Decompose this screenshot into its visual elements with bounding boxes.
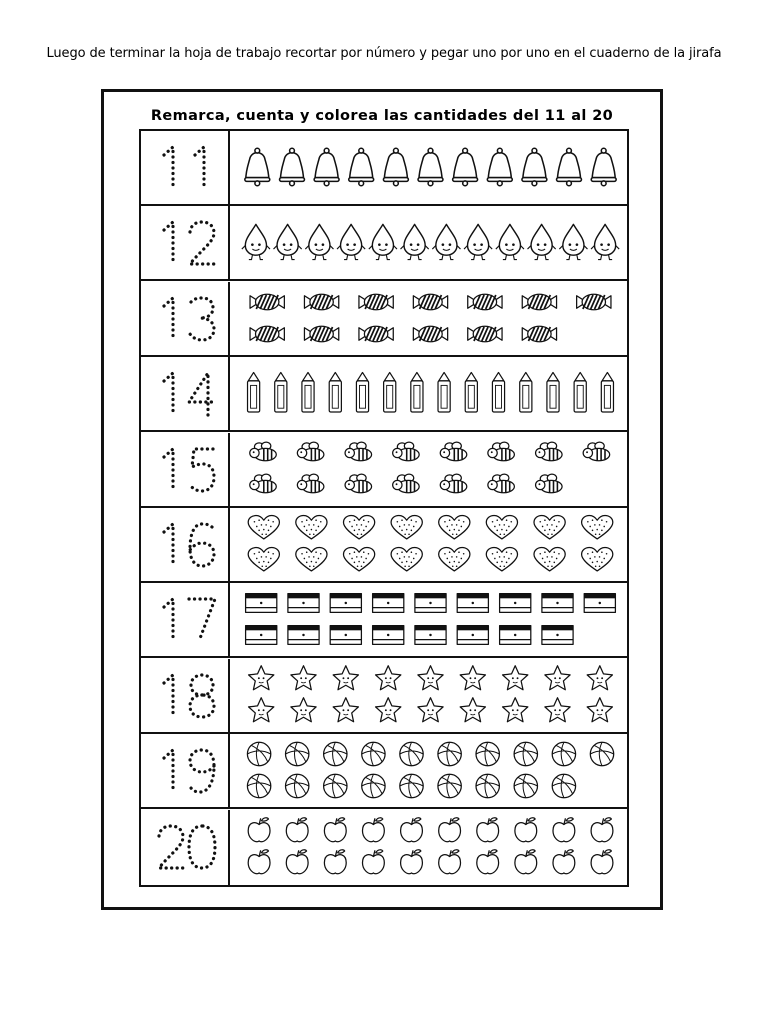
heart-icon[interactable] xyxy=(582,548,613,571)
water-drop-icon[interactable] xyxy=(369,225,397,260)
crayon-icon[interactable] xyxy=(547,373,559,413)
bell-icon[interactable] xyxy=(349,148,374,185)
digit-1 xyxy=(164,750,173,792)
bell-icon[interactable] xyxy=(522,148,547,185)
number-label: 17 xyxy=(141,583,143,585)
bell-icon[interactable] xyxy=(591,148,616,185)
crayon-icon[interactable] xyxy=(248,373,260,413)
picture-cell-water-drop xyxy=(230,206,627,279)
ball-icon[interactable] xyxy=(552,742,575,765)
drawer-icon[interactable] xyxy=(415,594,446,613)
apple-icon[interactable] xyxy=(362,849,384,873)
table-row xyxy=(141,508,627,583)
picture-cell-bee xyxy=(230,433,627,506)
dotted-number-16 xyxy=(141,508,228,581)
digit-1 xyxy=(164,298,173,340)
crayon-icon[interactable] xyxy=(465,373,477,413)
apple-icon[interactable] xyxy=(401,849,423,873)
apple-icon[interactable] xyxy=(324,849,346,873)
crayon-icon[interactable] xyxy=(356,373,368,413)
digit-8 xyxy=(190,675,214,717)
bell-icon[interactable] xyxy=(280,148,305,185)
bell-icon[interactable] xyxy=(418,148,443,185)
bee-icon[interactable] xyxy=(488,474,515,493)
candy-icon[interactable] xyxy=(522,294,556,310)
drawer-icon[interactable] xyxy=(330,594,361,613)
star-icon[interactable] xyxy=(503,698,528,722)
drawer-icon[interactable] xyxy=(584,594,615,613)
digit-4 xyxy=(189,373,216,415)
traceable-number[interactable] xyxy=(141,810,230,885)
bell-icon[interactable] xyxy=(245,148,270,185)
digit-1 xyxy=(164,524,173,566)
heart-icon[interactable] xyxy=(534,548,565,571)
traceable-number[interactable] xyxy=(141,508,230,581)
drawer-icon[interactable] xyxy=(246,626,277,645)
heart-icon[interactable] xyxy=(582,516,613,539)
digit-1 xyxy=(164,373,173,415)
number-label: 12 xyxy=(141,206,143,208)
bee-icon[interactable] xyxy=(297,442,324,461)
apple-icon[interactable] xyxy=(477,817,499,841)
dotted-number-18 xyxy=(141,659,228,732)
counting-table xyxy=(139,129,629,887)
ball-icon[interactable] xyxy=(590,742,613,765)
water-drop-icon[interactable] xyxy=(274,225,302,260)
drawer-icon[interactable] xyxy=(288,626,319,645)
apple-icon[interactable] xyxy=(515,817,537,841)
water-drop-icon[interactable] xyxy=(464,225,492,260)
water-drop-icon[interactable] xyxy=(528,225,556,260)
picture-cell-apple xyxy=(230,810,627,885)
dotted-number-14 xyxy=(141,357,228,430)
ball-icon[interactable] xyxy=(286,742,309,765)
heart-icon[interactable] xyxy=(344,548,375,571)
bee-icon[interactable] xyxy=(536,442,563,461)
water-drop-icon[interactable] xyxy=(432,225,460,260)
dotted-number-19 xyxy=(141,734,228,807)
star-icon[interactable] xyxy=(333,698,358,722)
heart-icon[interactable] xyxy=(248,516,279,539)
water-drop-icon[interactable] xyxy=(242,225,270,260)
apple-icon[interactable] xyxy=(553,849,575,873)
picture-cell-bell xyxy=(230,131,627,204)
star-icon[interactable] xyxy=(545,666,570,690)
number-label: 13 xyxy=(141,281,143,283)
ball-icon[interactable] xyxy=(286,774,309,797)
star-icon[interactable] xyxy=(587,698,612,722)
digit-7 xyxy=(189,599,215,641)
ball-icon[interactable] xyxy=(247,742,270,765)
star-icon[interactable] xyxy=(291,698,316,722)
candy-icon[interactable] xyxy=(577,294,611,310)
heart-icon[interactable] xyxy=(439,516,470,539)
star-icon[interactable] xyxy=(460,666,485,690)
ball-icon[interactable] xyxy=(514,742,537,765)
digit-9 xyxy=(190,750,214,792)
water-drop-icon[interactable] xyxy=(496,225,524,260)
apple-icon[interactable] xyxy=(553,817,575,841)
dotted-number-13 xyxy=(141,282,228,355)
heart-icon[interactable] xyxy=(296,516,327,539)
digit-3 xyxy=(190,298,214,340)
number-label: 18 xyxy=(141,658,143,660)
digit-1 xyxy=(164,675,173,717)
ball-icon[interactable] xyxy=(324,742,347,765)
digit-1 xyxy=(164,222,173,264)
worksheet-title: Remarca, cuenta y colorea las cantidades del 11 al 20 xyxy=(150,108,614,124)
star-icon[interactable] xyxy=(418,698,443,722)
ball-icon[interactable] xyxy=(514,774,537,797)
crayon-icon[interactable] xyxy=(384,373,396,413)
heart-icon[interactable] xyxy=(391,516,422,539)
traceable-number[interactable] xyxy=(141,206,230,279)
heart-icon[interactable] xyxy=(248,548,279,571)
candy-icon[interactable] xyxy=(413,294,447,310)
digit-1 xyxy=(164,449,173,491)
picture-cell-star xyxy=(230,659,627,732)
bee-icon[interactable] xyxy=(583,442,610,461)
bee-icon[interactable] xyxy=(250,474,277,493)
bell-icon[interactable] xyxy=(487,148,512,185)
candy-icon[interactable] xyxy=(250,294,284,310)
table-row xyxy=(141,810,627,885)
apple-icon[interactable] xyxy=(477,849,499,873)
number-label: 15 xyxy=(141,432,143,434)
star-icon[interactable] xyxy=(545,698,570,722)
heart-icon[interactable] xyxy=(439,548,470,571)
bell-icon[interactable] xyxy=(314,148,339,185)
bell-icon[interactable] xyxy=(453,148,478,185)
bee-icon[interactable] xyxy=(393,474,420,493)
star-icon[interactable] xyxy=(418,666,443,690)
crayon-icon[interactable] xyxy=(411,373,423,413)
candy-icon[interactable] xyxy=(359,294,393,310)
star-icon[interactable] xyxy=(291,666,316,690)
digit-5 xyxy=(190,449,214,491)
star-icon[interactable] xyxy=(376,698,401,722)
bell-icon[interactable] xyxy=(557,148,582,185)
bee-icon[interactable] xyxy=(440,474,467,493)
digit-1 xyxy=(164,147,173,189)
star-icon[interactable] xyxy=(503,666,528,690)
apple-icon[interactable] xyxy=(248,849,270,873)
crayon-icon[interactable] xyxy=(520,373,532,413)
crayon-icon[interactable] xyxy=(438,373,450,413)
picture-cell-crayon xyxy=(230,357,627,430)
table-row xyxy=(141,659,627,734)
water-drop-icon[interactable] xyxy=(305,225,333,260)
water-drop-icon[interactable] xyxy=(337,225,365,260)
traceable-number[interactable] xyxy=(141,282,230,355)
ball-icon[interactable] xyxy=(476,742,499,765)
dotted-number-12 xyxy=(141,206,228,279)
apple-icon[interactable] xyxy=(515,849,537,873)
apple-icon[interactable] xyxy=(591,849,613,873)
candy-icon[interactable] xyxy=(304,294,338,310)
number-label: 14 xyxy=(141,357,143,359)
table-row xyxy=(141,433,627,508)
bell-icon[interactable] xyxy=(383,148,408,185)
heart-icon[interactable] xyxy=(486,516,517,539)
traceable-number[interactable] xyxy=(141,131,230,204)
table-row xyxy=(141,583,627,658)
number-label: 16 xyxy=(141,508,143,509)
crayon-icon[interactable] xyxy=(492,373,504,413)
drawer-icon[interactable] xyxy=(373,594,404,613)
digit-2 xyxy=(190,222,215,264)
bee-icon[interactable] xyxy=(393,442,420,461)
ball-icon[interactable] xyxy=(438,742,461,765)
drawer-icon[interactable] xyxy=(542,594,573,613)
candy-icon[interactable] xyxy=(359,326,393,342)
ball-icon[interactable] xyxy=(362,774,385,797)
heart-icon[interactable] xyxy=(344,516,375,539)
table-row xyxy=(141,282,627,357)
table-row xyxy=(141,357,627,432)
traceable-number[interactable] xyxy=(141,583,230,656)
star-icon[interactable] xyxy=(587,666,612,690)
traceable-number[interactable] xyxy=(141,357,230,430)
digit-2 xyxy=(159,826,184,868)
ball-icon[interactable] xyxy=(438,774,461,797)
digit-1 xyxy=(164,599,173,641)
dotted-number-15 xyxy=(141,433,228,506)
candy-icon[interactable] xyxy=(413,326,447,342)
picture-cell-ball xyxy=(230,734,627,807)
ball-icon[interactable] xyxy=(552,774,575,797)
instruction-text: Luego de terminar la hoja de trabajo recortar por número y pegar uno por uno en el cuaderno de la jirafa xyxy=(46,46,722,61)
apple-icon[interactable] xyxy=(286,817,308,841)
dotted-number-17 xyxy=(141,583,228,656)
drawer-icon[interactable] xyxy=(415,626,446,645)
digit-6 xyxy=(190,524,214,566)
candy-icon[interactable] xyxy=(522,326,556,342)
heart-icon[interactable] xyxy=(486,548,517,571)
apple-icon[interactable] xyxy=(401,817,423,841)
dotted-number-20 xyxy=(141,810,228,883)
number-label: 20 xyxy=(141,809,143,811)
star-icon[interactable] xyxy=(249,698,274,722)
heart-icon[interactable] xyxy=(534,516,565,539)
traceable-number[interactable] xyxy=(141,433,230,506)
water-drop-icon[interactable] xyxy=(401,225,429,260)
drawer-icon[interactable] xyxy=(500,594,531,613)
apple-icon[interactable] xyxy=(362,817,384,841)
crayon-icon[interactable] xyxy=(574,373,586,413)
bee-icon[interactable] xyxy=(488,442,515,461)
heart-icon[interactable] xyxy=(391,548,422,571)
apple-icon[interactable] xyxy=(324,817,346,841)
bee-icon[interactable] xyxy=(440,442,467,461)
star-icon[interactable] xyxy=(376,666,401,690)
apple-icon[interactable] xyxy=(591,817,613,841)
picture-cell-candy xyxy=(230,282,627,355)
picture-cell-drawer xyxy=(230,583,627,656)
star-icon[interactable] xyxy=(333,666,358,690)
apple-icon[interactable] xyxy=(248,817,270,841)
apple-icon[interactable] xyxy=(439,817,461,841)
drawer-icon[interactable] xyxy=(330,626,361,645)
dotted-number-11 xyxy=(141,131,228,204)
ball-icon[interactable] xyxy=(324,774,347,797)
bee-icon[interactable] xyxy=(345,474,372,493)
bee-icon[interactable] xyxy=(345,442,372,461)
digit-1 xyxy=(195,147,204,189)
number-label: 11 xyxy=(141,131,143,132)
apple-icon[interactable] xyxy=(286,849,308,873)
crayon-icon[interactable] xyxy=(275,373,287,413)
bee-icon[interactable] xyxy=(297,474,324,493)
drawer-icon[interactable] xyxy=(500,626,531,645)
ball-icon[interactable] xyxy=(400,774,423,797)
digit-0 xyxy=(189,826,215,868)
drawer-icon[interactable] xyxy=(457,594,488,613)
water-drop-icon[interactable] xyxy=(591,225,619,260)
bee-icon[interactable] xyxy=(536,474,563,493)
traceable-number[interactable] xyxy=(141,659,230,732)
candy-icon[interactable] xyxy=(468,326,502,342)
drawer-icon[interactable] xyxy=(373,626,404,645)
candy-icon[interactable] xyxy=(250,326,284,342)
ball-icon[interactable] xyxy=(362,742,385,765)
table-row xyxy=(141,131,627,206)
drawer-icon[interactable] xyxy=(457,626,488,645)
table-row xyxy=(141,206,627,281)
ball-icon[interactable] xyxy=(247,774,270,797)
heart-icon[interactable] xyxy=(296,548,327,571)
number-label: 19 xyxy=(141,734,143,736)
star-icon[interactable] xyxy=(460,698,485,722)
candy-icon[interactable] xyxy=(304,326,338,342)
table-row xyxy=(141,734,627,809)
ball-icon[interactable] xyxy=(400,742,423,765)
picture-cell-heart xyxy=(230,508,627,581)
traceable-number[interactable] xyxy=(141,734,230,807)
worksheet xyxy=(101,89,663,910)
drawer-icon[interactable] xyxy=(288,594,319,613)
drawer-icon[interactable] xyxy=(246,594,277,613)
crayon-icon[interactable] xyxy=(302,373,314,413)
ball-icon[interactable] xyxy=(476,774,499,797)
drawer-icon[interactable] xyxy=(542,626,573,645)
water-drop-icon[interactable] xyxy=(559,225,587,260)
star-icon[interactable] xyxy=(249,666,274,690)
apple-icon[interactable] xyxy=(439,849,461,873)
crayon-icon[interactable] xyxy=(329,373,341,413)
candy-icon[interactable] xyxy=(468,294,502,310)
crayon-icon[interactable] xyxy=(601,373,613,413)
bee-icon[interactable] xyxy=(250,442,277,461)
